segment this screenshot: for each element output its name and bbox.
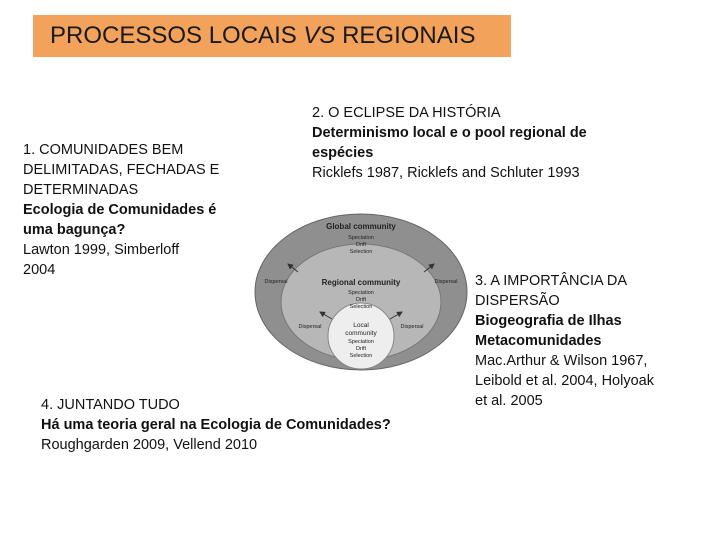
point-3-topic-1: Biogeografia de Ilhas [475, 313, 622, 329]
dispersal-label-upper-left: Dispersal [264, 279, 288, 285]
slide-title [50, 22, 475, 50]
point-3-block [475, 271, 654, 411]
point-1-heading-end: DETERMINADAS [23, 182, 139, 198]
dispersal-label-lower-right: Dispersal [400, 324, 424, 330]
point-2-block [312, 103, 587, 183]
point-1-references-cont: 2004 [23, 262, 56, 278]
local-drift-label: Drift [355, 346, 367, 352]
point-3-references: Mac.Arthur & Wilson 1967, [475, 353, 648, 369]
point-1-heading-cont: DELIMITADAS, FECHADAS E [23, 162, 220, 178]
regional-community-label: Regional community [321, 278, 401, 287]
point-4-references: Roughgarden 2009, Vellend 2010 [41, 437, 258, 453]
point-1-question: Ecologia de Comunidades é [23, 202, 217, 218]
local-selection-label: Selection [349, 353, 373, 359]
local-community-label-1: Local [353, 322, 369, 329]
point-1-heading: 1. COMUNIDADES BEM [23, 142, 184, 158]
point-3-heading-cont: DISPERSÃO [475, 293, 560, 309]
point-1-question-cont: uma bagunça? [23, 222, 126, 238]
local-speciation-label: Speciation [348, 339, 374, 345]
point-2-heading: 2. O ECLIPSE DA HISTÓRIA [312, 105, 501, 121]
community-scales-diagram [252, 212, 470, 372]
point-4-block [41, 395, 391, 455]
global-selection-label: Selection [349, 249, 373, 255]
regional-selection-label: Selection [349, 304, 373, 310]
dispersal-label-upper-right: Dispersal [434, 279, 458, 285]
point-4-heading: 4. JUNTANDO TUDO [41, 397, 180, 413]
global-drift-label: Drift [355, 242, 367, 248]
title-vs: VS [303, 22, 336, 49]
point-3-references-end: et al. 2005 [475, 393, 543, 409]
point-2-subtitle-cont: espécies [312, 145, 374, 161]
title-suffix: REGIONAIS [335, 22, 476, 49]
community-scales-svg [252, 212, 470, 372]
title-prefix: PROCESSOS LOCAIS [50, 22, 304, 49]
local-community-label-2: community [345, 330, 377, 337]
point-1-references: Lawton 1999, Simberloff [23, 242, 180, 258]
point-3-heading: 3. A IMPORTÂNCIA DA [475, 273, 628, 289]
global-community-label: Global community [326, 222, 396, 231]
regional-speciation-label: Speciation [348, 290, 374, 296]
dispersal-label-lower-left: Dispersal [298, 324, 322, 330]
point-3-topic-2: Metacomunidades [475, 333, 602, 349]
regional-drift-label: Drift [355, 297, 367, 303]
point-1-block [23, 140, 219, 280]
point-2-subtitle: Determinismo local e o pool regional de [312, 125, 587, 141]
global-speciation-label: Speciation [348, 235, 374, 241]
point-4-question: Há uma teoria geral na Ecologia de Comunidades? [41, 417, 391, 433]
slide-title-box [33, 15, 511, 57]
point-3-references-cont: Leibold et al. 2004, Holyoak [475, 373, 654, 389]
point-2-references: Ricklefs 1987, Ricklefs and Schluter 1993 [312, 165, 580, 181]
